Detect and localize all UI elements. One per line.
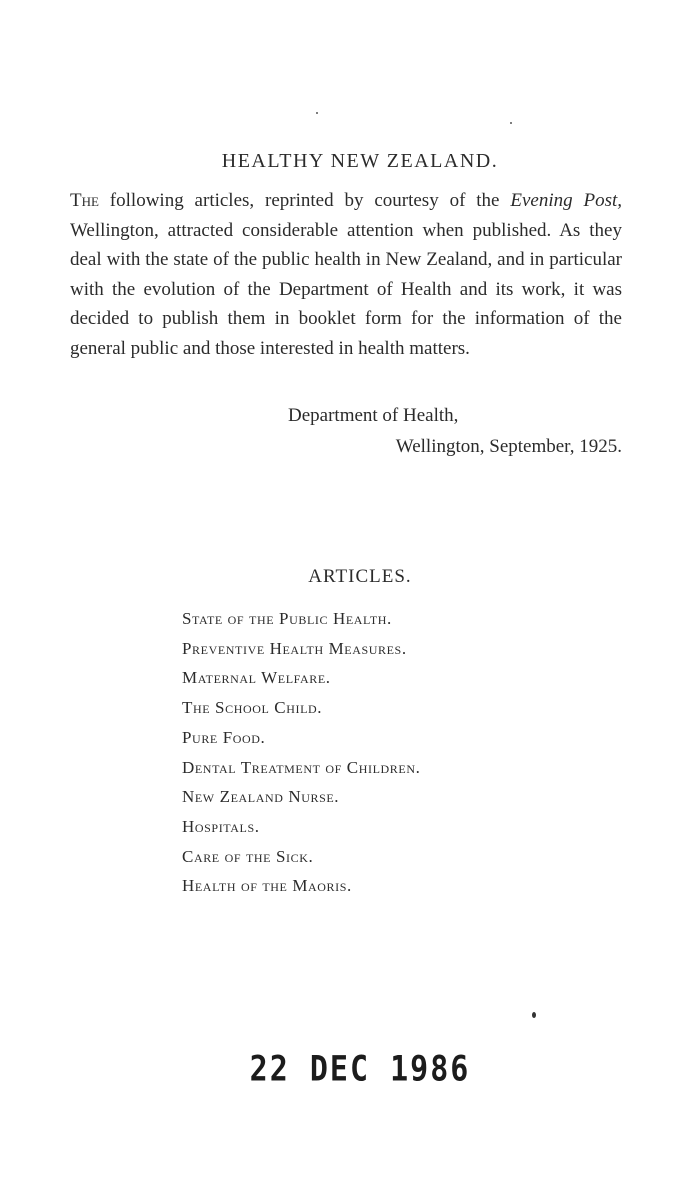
list-item: Care of the Sick. — [182, 846, 314, 866]
intro-text-part1: following articles, reprinted by courtesy of the — [98, 190, 511, 211]
list-item: The School Child. — [182, 698, 323, 718]
list-item: Dental Treatment of Children. — [182, 757, 421, 777]
newspaper-name: Evening Post, — [510, 190, 622, 211]
paper-speck — [316, 112, 318, 114]
list-item: State of the Public Health. — [182, 609, 392, 628]
signature-place-date: Wellington, September, 1925. — [395, 436, 622, 457]
list-item: Preventive Health Measures. — [182, 638, 407, 658]
signature-department: Department of Health, — [288, 405, 459, 426]
articles-list — [182, 604, 420, 901]
list-item: New Zealand Nurse. — [182, 787, 340, 807]
intro-text-part2: Wellington, attracted considerable attention when published. As they deal with the state of the public health in New Zealand, and in particular with the evolution of the Department of Health and its work, it was decided to publish them in booklet form for the information of the general public and those interested in health matters. — [70, 219, 622, 359]
articles-heading: ARTICLES. — [308, 566, 412, 587]
list-item: Health of the Maoris. — [182, 876, 352, 896]
list-item: Maternal Welfare. — [182, 668, 331, 688]
paper-speck — [532, 1012, 536, 1018]
list-item: Hospitals. — [182, 816, 260, 836]
intro-lead-word: The — [70, 190, 99, 211]
intro-paragraph — [70, 186, 622, 363]
date-stamp: 22 DEC 1986 — [249, 1049, 471, 1090]
document-title: HEALTHY NEW ZEALAND. — [221, 150, 499, 172]
paper-speck — [510, 122, 512, 124]
list-item: Pure Food. — [182, 727, 266, 747]
